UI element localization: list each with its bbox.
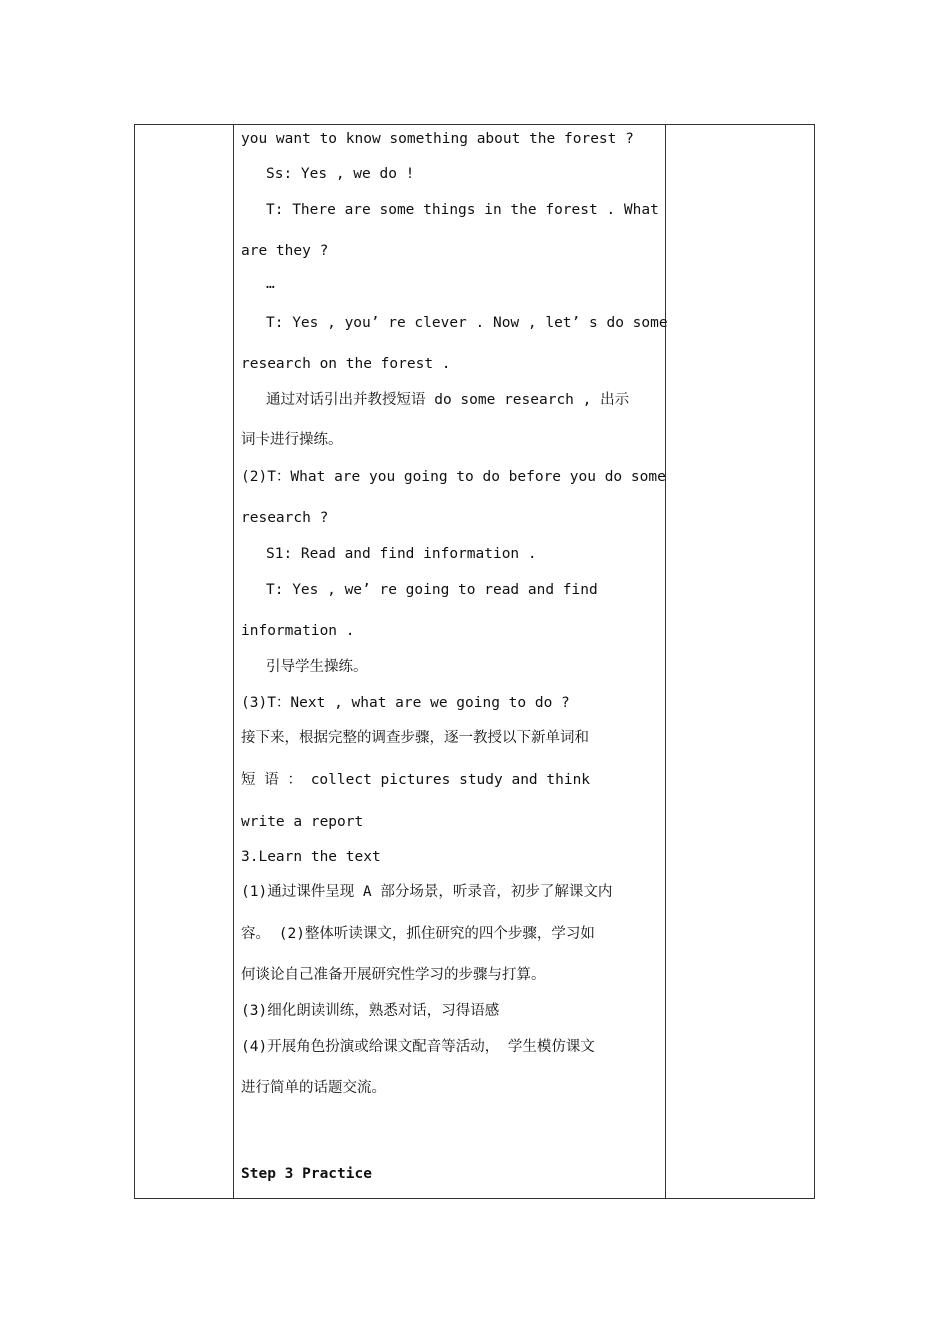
text-line: (3)细化朗读训练，熟悉对话，习得语感 [241,1003,500,1019]
text-line: Ss: Yes , we do ! [266,166,415,182]
text-line: 短 语 ： collect pictures study and think [241,772,591,788]
text-line: (4)开展角色扮演或给课文配音等活动， 学生模仿课文 [241,1039,595,1055]
text-line: 通过对话引出并教授短语 do some research , 出示 [266,392,630,408]
column-divider-left [233,125,234,1198]
text-line: 引导学生操练。 [266,659,368,675]
text-line: 3.Learn the text [241,849,381,865]
text-line: write a report [241,814,364,830]
text-line: research on the forest . [241,356,451,372]
text-line: T: Yes , you’ re clever . Now , let’ s do some [266,315,668,331]
text-line: T: Yes , we’ re going to read and find [266,582,598,598]
text-line: are they ? [241,243,329,259]
section-heading: Step 3 Practice [241,1166,372,1182]
text-line: you want to know something about the forest ? [241,131,634,147]
text-line: 词卡进行操练。 [241,432,343,448]
text-line: S1: Read and find information . [266,546,537,562]
column-divider-right [665,125,666,1198]
text-line: (2)T：What are you going to do before you do some [241,469,666,485]
text-line: 进行简单的话题交流。 [241,1080,386,1096]
text-line: 何谈论自己准备开展研究性学习的步骤与打算。 [241,967,546,983]
text-line: (3)T：Next , what are we going to do ? [241,695,570,711]
text-line: research ? [241,510,329,526]
text-line: 容。 (2)整体听读课文，抓住研究的四个步骤，学习如 [241,926,595,942]
text-line: information . [241,623,355,639]
text-line: … [266,276,275,292]
text-line: 接下来，根据完整的调查步骤，逐一教授以下新单词和 [241,730,589,746]
text-line: (1)通过课件呈现 A 部分场景，听录音，初步了解课文内 [241,884,613,900]
text-line: T: There are some things in the forest . What [266,202,659,218]
